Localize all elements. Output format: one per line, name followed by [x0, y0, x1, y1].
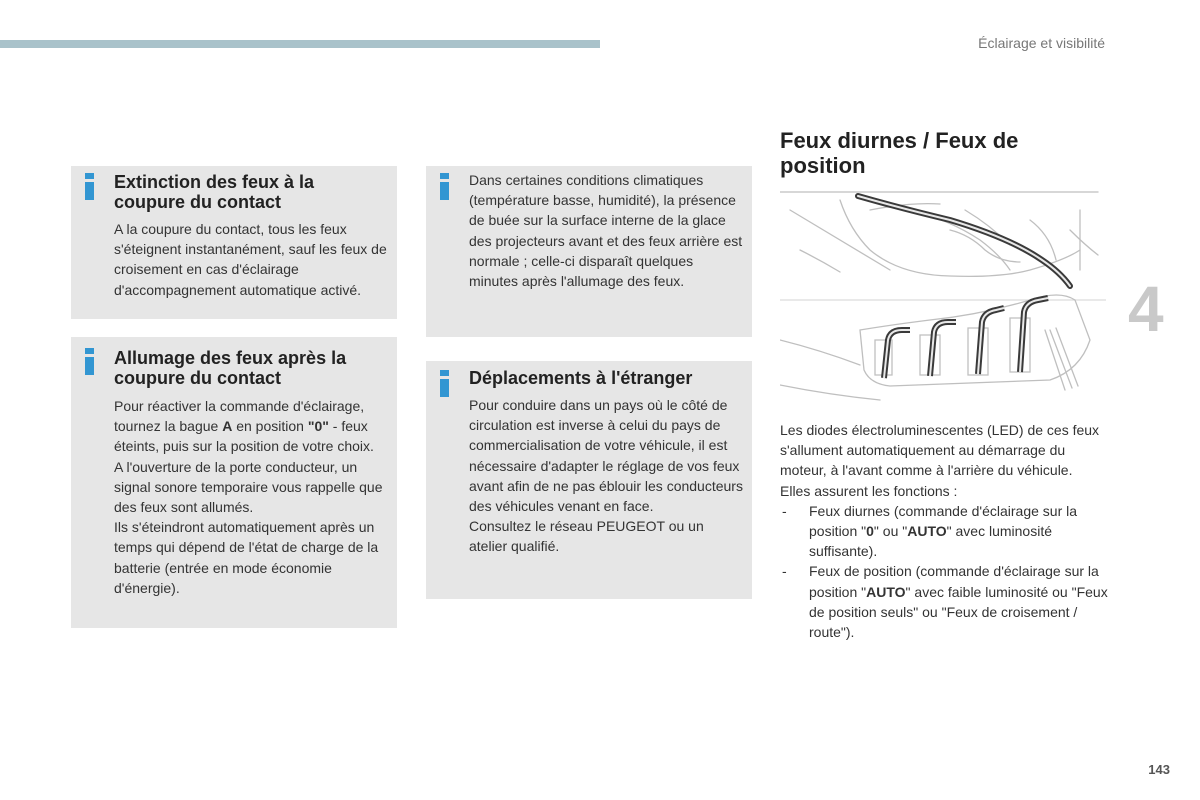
chapter-number: 4	[1128, 273, 1164, 345]
header-accent-bar	[0, 40, 600, 48]
box-title: Déplacements à l'étranger	[469, 368, 693, 388]
paragraph: Les diodes électroluminescentes (LED) de ces feux s'allument automatiquement au démarrage du moteur, à l'avant comme à l'arrière du véhicule.	[780, 422, 1100, 479]
box-text	[469, 395, 744, 557]
info-icon	[85, 173, 94, 200]
info-icon	[440, 173, 449, 200]
paragraph: Elles assurent les fonctions :	[780, 482, 958, 499]
paragraph: Ils s'éteindront automatiquement après un temps qui dépend de l'état de charge de la batterie (entrée en mode économie d'énergie).	[114, 519, 379, 596]
paragraph: A la coupure du contact, tous les feux s'éteignent instantanément, sauf les feux de croisement en cas d'éclairage d'accompagnement automatique activé.	[114, 221, 387, 298]
box-title: Allumage des feux après la coupure du contact	[114, 348, 347, 388]
paragraph: A l'ouverture de la porte conducteur, un signal sonore temporaire vous rappelle que des feux sont allumés.	[114, 458, 383, 516]
info-icon	[440, 370, 449, 397]
info-box-extinction	[71, 166, 397, 319]
box-text	[114, 396, 389, 598]
paragraph: Dans certaines conditions climatiques (température basse, humidité), la présence de buée sur la surface interne de la glace des projecteurs avant et des feux arrière est normale ; celle-ci disparaît quelques minutes après l'allumage des feux.	[469, 172, 743, 290]
paragraph: Consultez le réseau PEUGEOT ou un atelier qualifié.	[469, 518, 704, 555]
right-column-text	[780, 420, 1110, 642]
box-text	[114, 219, 389, 300]
list-dash: -	[782, 563, 787, 580]
headlamp-illustration	[780, 190, 1106, 408]
section-heading: Feux diurnes / Feux de position	[780, 128, 1019, 178]
list-item: - Feux de position (commande d'éclairage sur la position "AUTO" avec faible luminosité ou "Feux de position seuls" ou "Feux de croisement / route").	[782, 563, 1108, 641]
list-item: - Feux diurnes (commande d'éclairage sur la position "0" ou "AUTO" avec luminosité suffisante).	[782, 502, 1078, 560]
list-dash: -	[782, 502, 787, 519]
info-box-conditions	[426, 166, 752, 337]
paragraph: Pour conduire dans un pays où le côté de circulation est inverse à celui du pays de commercialisation de votre véhicule, il est nécessaire d'adapter le réglage de vos feux avant afin de ne pas éblouir les conducteurs des véhicules venant en face.	[469, 397, 743, 515]
section-title: Éclairage et visibilité	[978, 35, 1105, 51]
page-number: 143	[1148, 762, 1170, 777]
box-title: Extinction des feux à la coupure du contact	[114, 172, 315, 212]
paragraph: Pour réactiver la commande d'éclairage, tournez la bague A en position "0" - feux éteints, puis sur la position de votre choix.	[114, 398, 374, 455]
info-icon	[85, 348, 94, 375]
box-text	[469, 170, 744, 291]
info-box-etranger	[426, 361, 752, 599]
info-box-allumage	[71, 337, 397, 628]
